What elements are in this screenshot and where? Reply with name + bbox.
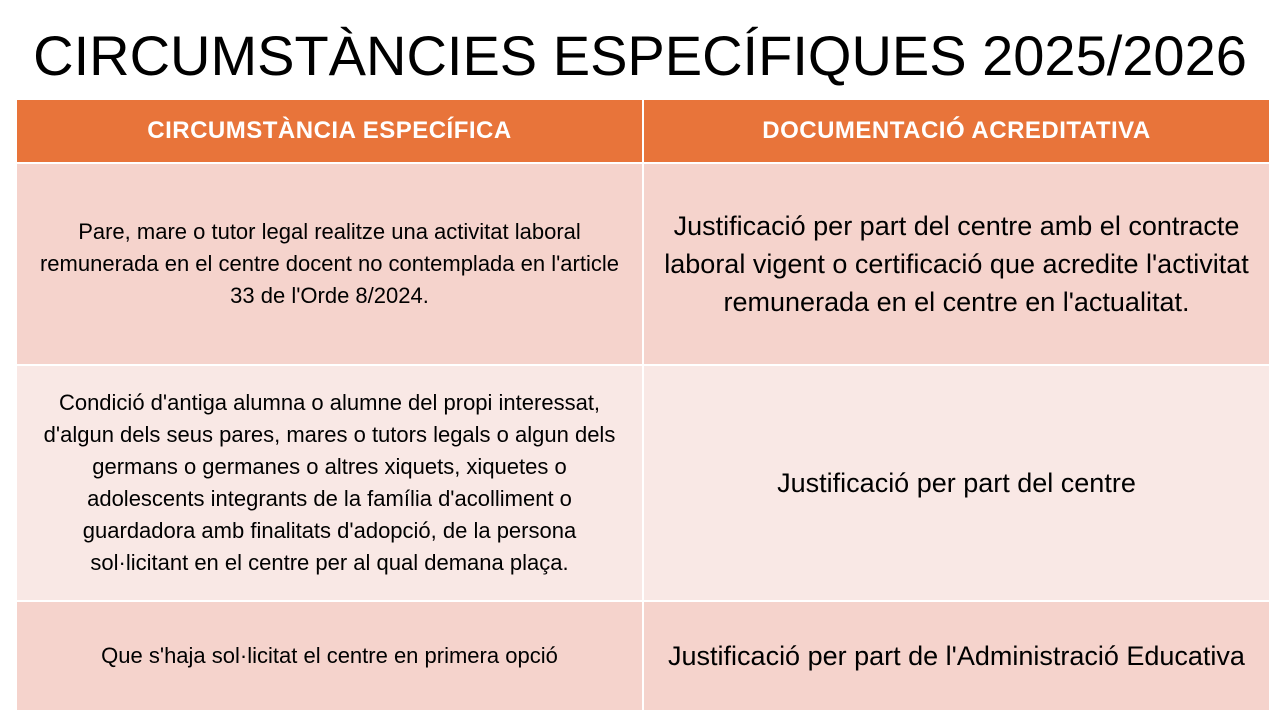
table-row (16, 601, 1270, 711)
documentation-cell: Justificació per part de l'Administració Educativa (643, 601, 1270, 711)
header-documentation: DOCUMENTACIÓ ACREDITATIVA (643, 99, 1270, 163)
table-row (16, 163, 1270, 365)
circumstance-cell: Que s'haja sol·licitat el centre en primera opció (16, 601, 643, 711)
table-row (16, 365, 1270, 601)
circumstances-table (15, 98, 1271, 712)
circumstance-cell: Condició d'antiga alumna o alumne del propi interessat, d'algun dels seus pares, mares o tutors legals o algun dels germans o germanes o altres xiquets, xiquetes o adolescents integrants de la família d'acolliment o guardadora amb finalitats d'adopció, de la persona sol·licitant en el centre per al qual demana plaça. (16, 365, 643, 601)
slide-title: CIRCUMSTÀNCIES ESPECÍFIQUES 2025/2026 (33, 24, 1247, 87)
documentation-cell: Justificació per part del centre amb el contracte laboral vigent o certificació que acredite l'activitat remunerada en el centre en l'actualitat. (643, 163, 1270, 365)
header-circumstance: CIRCUMSTÀNCIA ESPECÍFICA (16, 99, 643, 163)
table-header-row (16, 99, 1270, 163)
documentation-cell: Justificació per part del centre (643, 365, 1270, 601)
circumstance-cell: Pare, mare o tutor legal realitze una activitat laboral remunerada en el centre docent no contemplada en l'article 33 de l'Orde 8/2024. (16, 163, 643, 365)
